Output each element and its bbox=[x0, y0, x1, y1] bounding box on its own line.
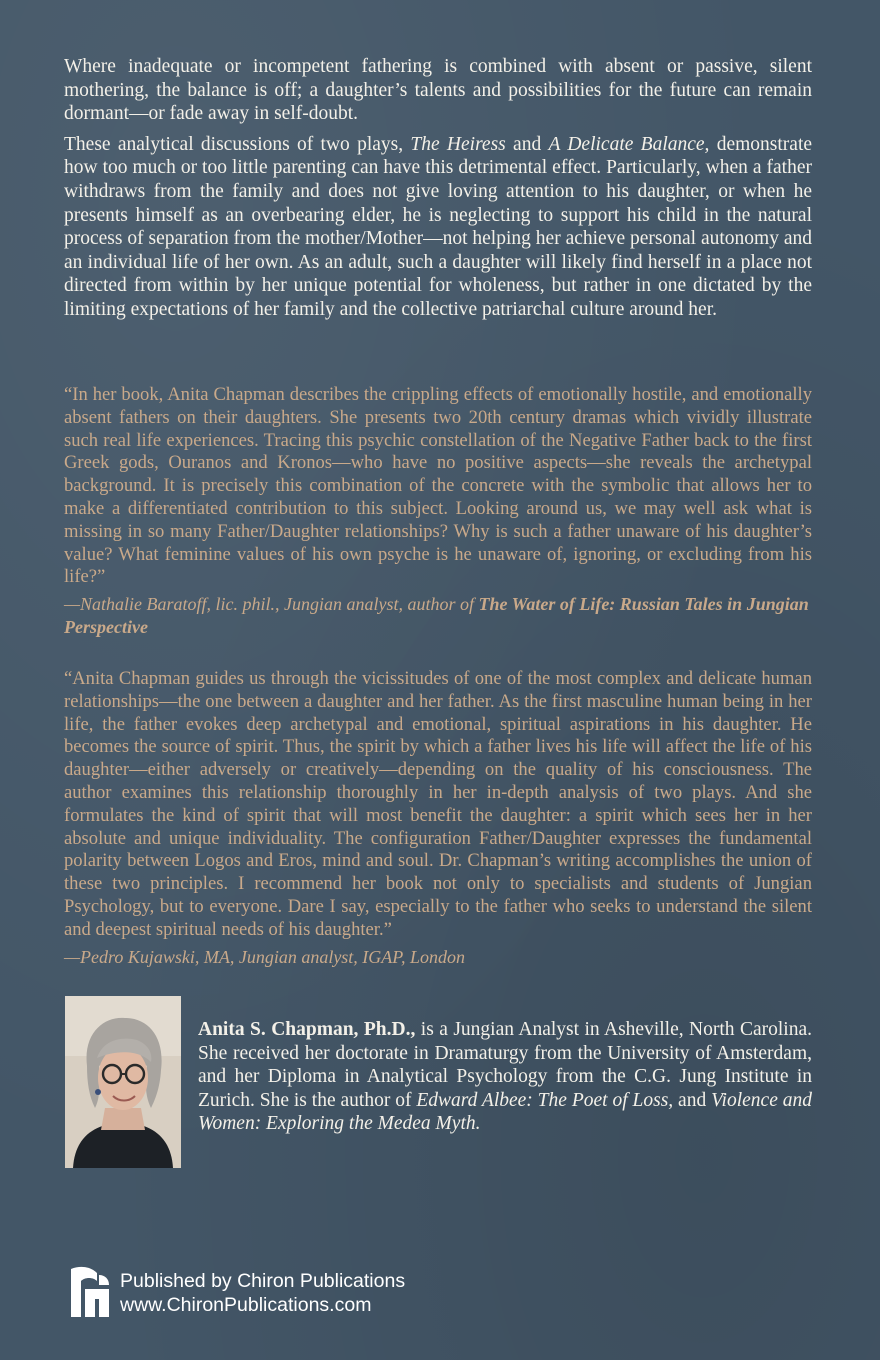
quote-text: “Anita Chapman guides us through the vicissitudes of one of the most complex and delicate human relationships—the one between a daughter and her father. As the first masculine human being in her life, the father evokes deep archetypal and emotional, spiritual aspirations in his daughter. He becomes the source of spirit. Thus, the spirit by which a father lives his life will affect the life of his daughter—either adversely or creatively—depending on the quality of his consciousness. The author examines this relationship thoroughly in her in-depth analysis of two plays. And she formulates the kind of spirit that will most benefit the daughter: a spirit which sees her in her absolute and unique individuality. The configuration Father/Daughter expresses the fundamental polarity between Logos and Eros, mind and soul. Dr. Chapman’s writing accomplishes the union of these two principles. I recommend her book not only to specialists and students of Jungian Psychology, but to everyone. Dare I say, especially to the father who seeks to understand the silent and deepest spiritual needs of his daughter.” bbox=[64, 668, 812, 940]
play-title-delicate-balance: A Delicate Balance, bbox=[548, 133, 710, 155]
intro-p2-rest: demonstrate how too much or too little parenting can have this detrimental effect. Particularly, when a father withdraws from the family and does not give loving attention to his daughter, or when he presents himself as an overbearing elder, he is neglecting to support his child in the natural process of separation from the mother/Mother—not helping her achieve personal autonomy and an individual life of her own. As an adult, such a daughter will likely find herself in a place not directed from within by her unique potential for wholeness, but rather in one dictated by the limiting expectations of her family and the collective patriarchal culture around her. bbox=[64, 133, 813, 320]
intro-text bbox=[64, 55, 812, 329]
author-bio bbox=[198, 1018, 812, 1136]
intro-paragraph-2 bbox=[64, 133, 812, 322]
bio-book-2: Violence and Women: Exploring the Medea Myth. bbox=[198, 1089, 812, 1135]
quote-attribution: —Pedro Kujawski, MA, Jungian analyst, IGAP, London bbox=[64, 946, 465, 967]
publisher-text bbox=[120, 1269, 405, 1317]
attribution-book-title: The Water of Life: Russian Tales in Jungian Perspective bbox=[64, 594, 809, 637]
bio-text-2: and bbox=[673, 1089, 712, 1111]
bio-book-1: Edward Albee: The Poet of Loss, bbox=[416, 1089, 674, 1111]
publisher-url[interactable]: www.ChironPublications.com bbox=[120, 1294, 372, 1316]
quote-attribution bbox=[64, 593, 812, 639]
author-portrait-icon bbox=[65, 996, 181, 1168]
bio-text-1: is a Jungian Analyst in Asheville, North Carolina. She received her doctorate in Dramaturgy from the University of Amsterdam, and her Diploma in Analytical Psychology from the C.G. Jung Institute in Zurich. She is the author of bbox=[198, 1019, 813, 1111]
quote-text: “In her book, Anita Chapman describes the crippling effects of emotionally hostile, and emotionally absent fathers on their daughters. She presents two 20th century dramas which vividly illustrate such real life experiences. Tracing this psychic constellation of the Negative Father back to the first Greek gods, Ouranos and Kronos—who have no positive aspects—she reveals the archetypal background. It is precisely this combination of the concrete with the symbolic that allows her to make a differentiated contribution to this subject. Looking around us, we may well ask what is missing in so many Father/Daughter relationships? Why is such a father unaware of his daughter’s value? What feminine values of his own psyche is he unaware of, ignoring, or excluding from his life?” bbox=[64, 384, 812, 588]
intro-p2-start: These analytical discussions of two plays, bbox=[64, 133, 411, 155]
endorsement-baratoff bbox=[64, 384, 812, 639]
intro-and: and bbox=[505, 133, 549, 155]
intro-paragraph-1: Where inadequate or incompetent fathering is combined with absent or passive, silent mothering, the balance is off; a daughter’s talents and possibilities for the future can remain dormant—or fade away in self-doubt. bbox=[64, 56, 812, 125]
author-name: Anita S. Chapman, Ph.D., bbox=[198, 1019, 416, 1040]
play-title-heiress: The Heiress bbox=[410, 133, 506, 155]
endorsement-kujawski bbox=[64, 668, 812, 968]
attribution-name: —Nathalie Baratoff, lic. phil., Jungian analyst, author of bbox=[64, 594, 479, 615]
chiron-logo-icon bbox=[65, 1265, 111, 1321]
publisher-block bbox=[65, 1263, 405, 1323]
author-photo bbox=[65, 996, 181, 1168]
publisher-name: Published by Chiron Publications bbox=[120, 1270, 406, 1292]
